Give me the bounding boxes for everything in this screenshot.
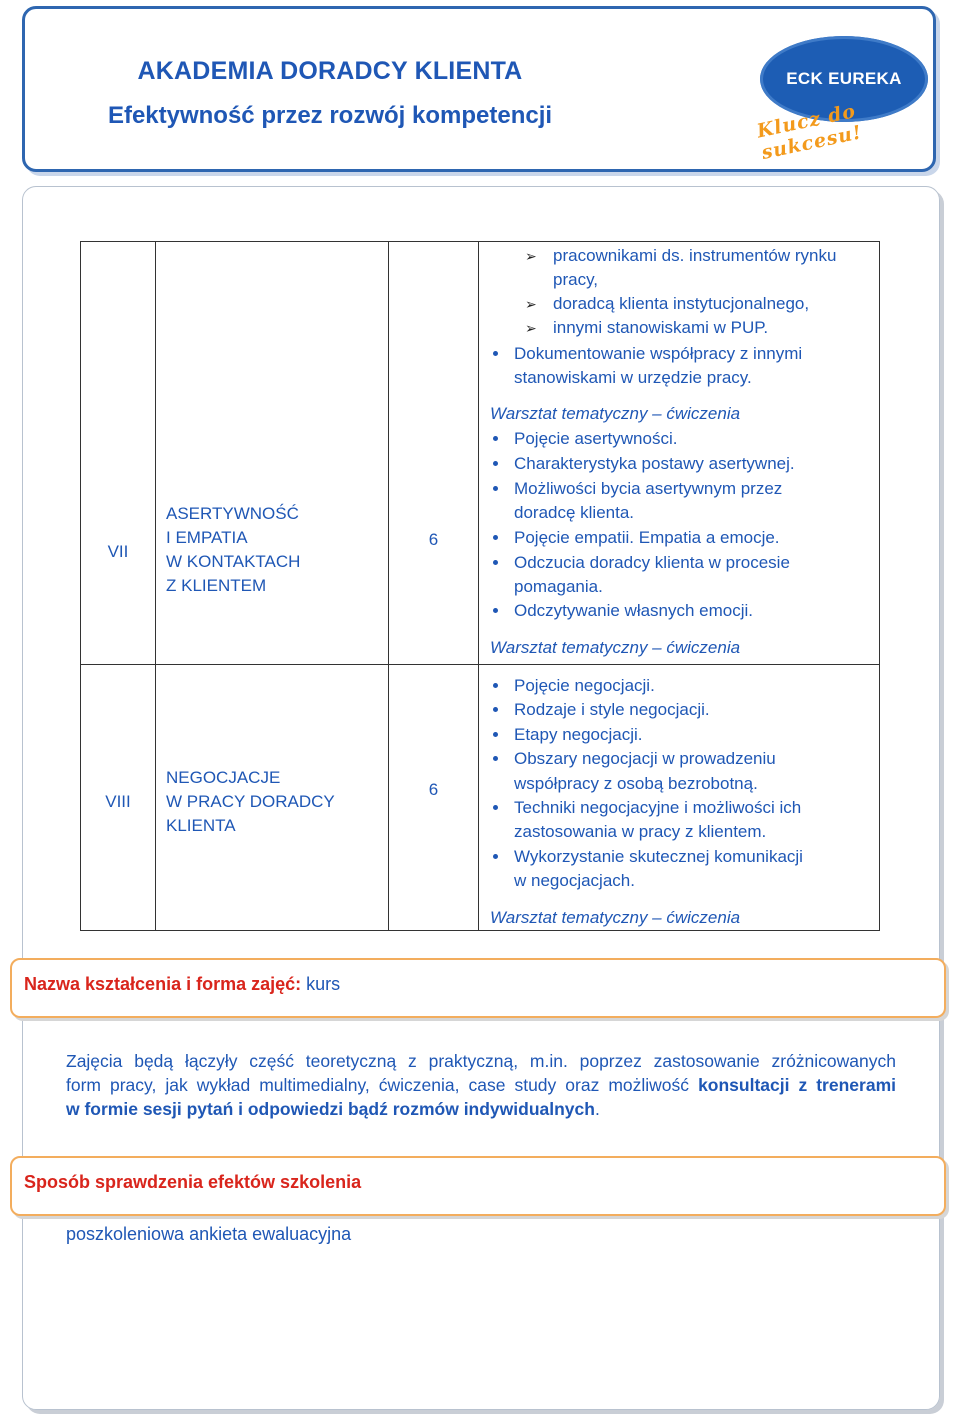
page-subtitle: Efektywność przez rozwój kompetencji — [107, 102, 553, 129]
training-name-label-text: Nazwa kształcenia i forma zajęć: — [24, 974, 302, 994]
list-item: doradcą klienta instytucjonalnego, — [553, 294, 810, 313]
list-item: Pojęcie asertywności. — [514, 427, 677, 451]
topic-line: W KONTAKTACH — [166, 552, 301, 571]
training-name-box — [10, 958, 946, 1018]
list-item: Etapy negocjacji. — [514, 723, 643, 747]
arrow-icon: ➢ — [525, 320, 537, 336]
list-item: Odczucia doradcy klienta w procesie — [514, 551, 790, 575]
list-item: Pojęcie negocjacji. — [514, 674, 655, 698]
list-item: Rodzaje i style negocjacji. — [514, 698, 710, 722]
training-name-value: kurs — [306, 974, 341, 994]
description-bold-text: w formie sesji pytań i odpowiedzi bądź rozmów indywidualnych — [66, 1099, 595, 1119]
list-item: pracownikami ds. instrumentów rynku — [553, 246, 837, 265]
list-item: Możliwości bycia asertywnym przez — [514, 477, 782, 501]
list-item: Obszary negocjacji w prowadzeniu — [514, 747, 776, 771]
description-line — [66, 1097, 896, 1121]
arrow-icon: ➢ — [525, 296, 537, 312]
list-item: Dokumentowanie współpracy z innymi — [514, 342, 802, 366]
list-item: Pojęcie empatii. Empatia a emocje. — [514, 526, 780, 550]
topic-line: KLIENTA — [166, 816, 236, 835]
hours-cell: 6 — [428, 780, 439, 799]
verification-box — [10, 1156, 946, 1216]
list-item: Odczytywanie własnych emocji. — [514, 599, 753, 623]
topic-line: I EMPATIA — [166, 528, 248, 547]
list-item: współpracy z osobą bezrobotną. — [514, 774, 758, 793]
list-item: Wykorzystanie skutecznej komunikacji — [514, 845, 803, 869]
workshop-label: Warsztat tematyczny – ćwiczenia — [490, 908, 741, 927]
description-text: form pracy, jak wykład multimedialny, ćwiczenia, case study oraz możliwość — [66, 1075, 690, 1095]
hours-cell: 6 — [428, 530, 439, 549]
description-line: Zajęcia będą łączyły część teoretyczną z praktyczną, m.in. poprzez zastosowanie zróżnicowanych — [66, 1051, 896, 1071]
list-item: Charakterystyka postawy asertywnej. — [514, 452, 795, 476]
description-text: . — [594, 1099, 600, 1119]
header-banner — [22, 6, 936, 172]
list-item: innymi stanowiskami w PUP. — [553, 318, 769, 337]
workshop-label: Warsztat tematyczny – ćwiczenia — [490, 638, 741, 657]
description-bold-text: konsultacji z trenerami — [698, 1075, 896, 1095]
list-item: doradcę klienta. — [514, 503, 635, 522]
list-item: w negocjacjach. — [514, 871, 635, 890]
row-number: VII — [107, 542, 129, 561]
list-item: pomagania. — [514, 577, 603, 596]
topic-line: ASERTYWNOŚĆ — [166, 504, 299, 523]
logo-slogan: Klucz do sukcesu! — [755, 100, 865, 165]
verification-label: Sposób sprawdzenia efektów szkolenia — [24, 1172, 362, 1192]
topic-line: Z KLIENTEM — [166, 576, 267, 595]
verification-value: poszkoleniowa ankieta ewaluacyjna — [66, 1224, 352, 1244]
logo-text: ECK EUREKA — [786, 69, 902, 88]
page-title: AKADEMIA DORADCY KLIENTA — [137, 57, 523, 85]
list-item: stanowiskami w urzędzie pracy. — [514, 368, 752, 387]
row-number: VIII — [105, 792, 131, 811]
arrow-icon: ➢ — [525, 248, 537, 264]
workshop-label: Warsztat tematyczny – ćwiczenia — [490, 404, 741, 423]
list-item: Techniki negocjacyjne i możliwości ich — [514, 796, 801, 820]
list-item: zastosowania w pracy z klientem. — [514, 822, 767, 841]
list-item: pracy, — [553, 270, 599, 289]
training-name-label — [24, 974, 340, 995]
description-line — [66, 1073, 896, 1097]
topic-line: W PRACY DORADCY — [166, 792, 335, 811]
topic-line: NEGOCJACJE — [166, 768, 281, 787]
